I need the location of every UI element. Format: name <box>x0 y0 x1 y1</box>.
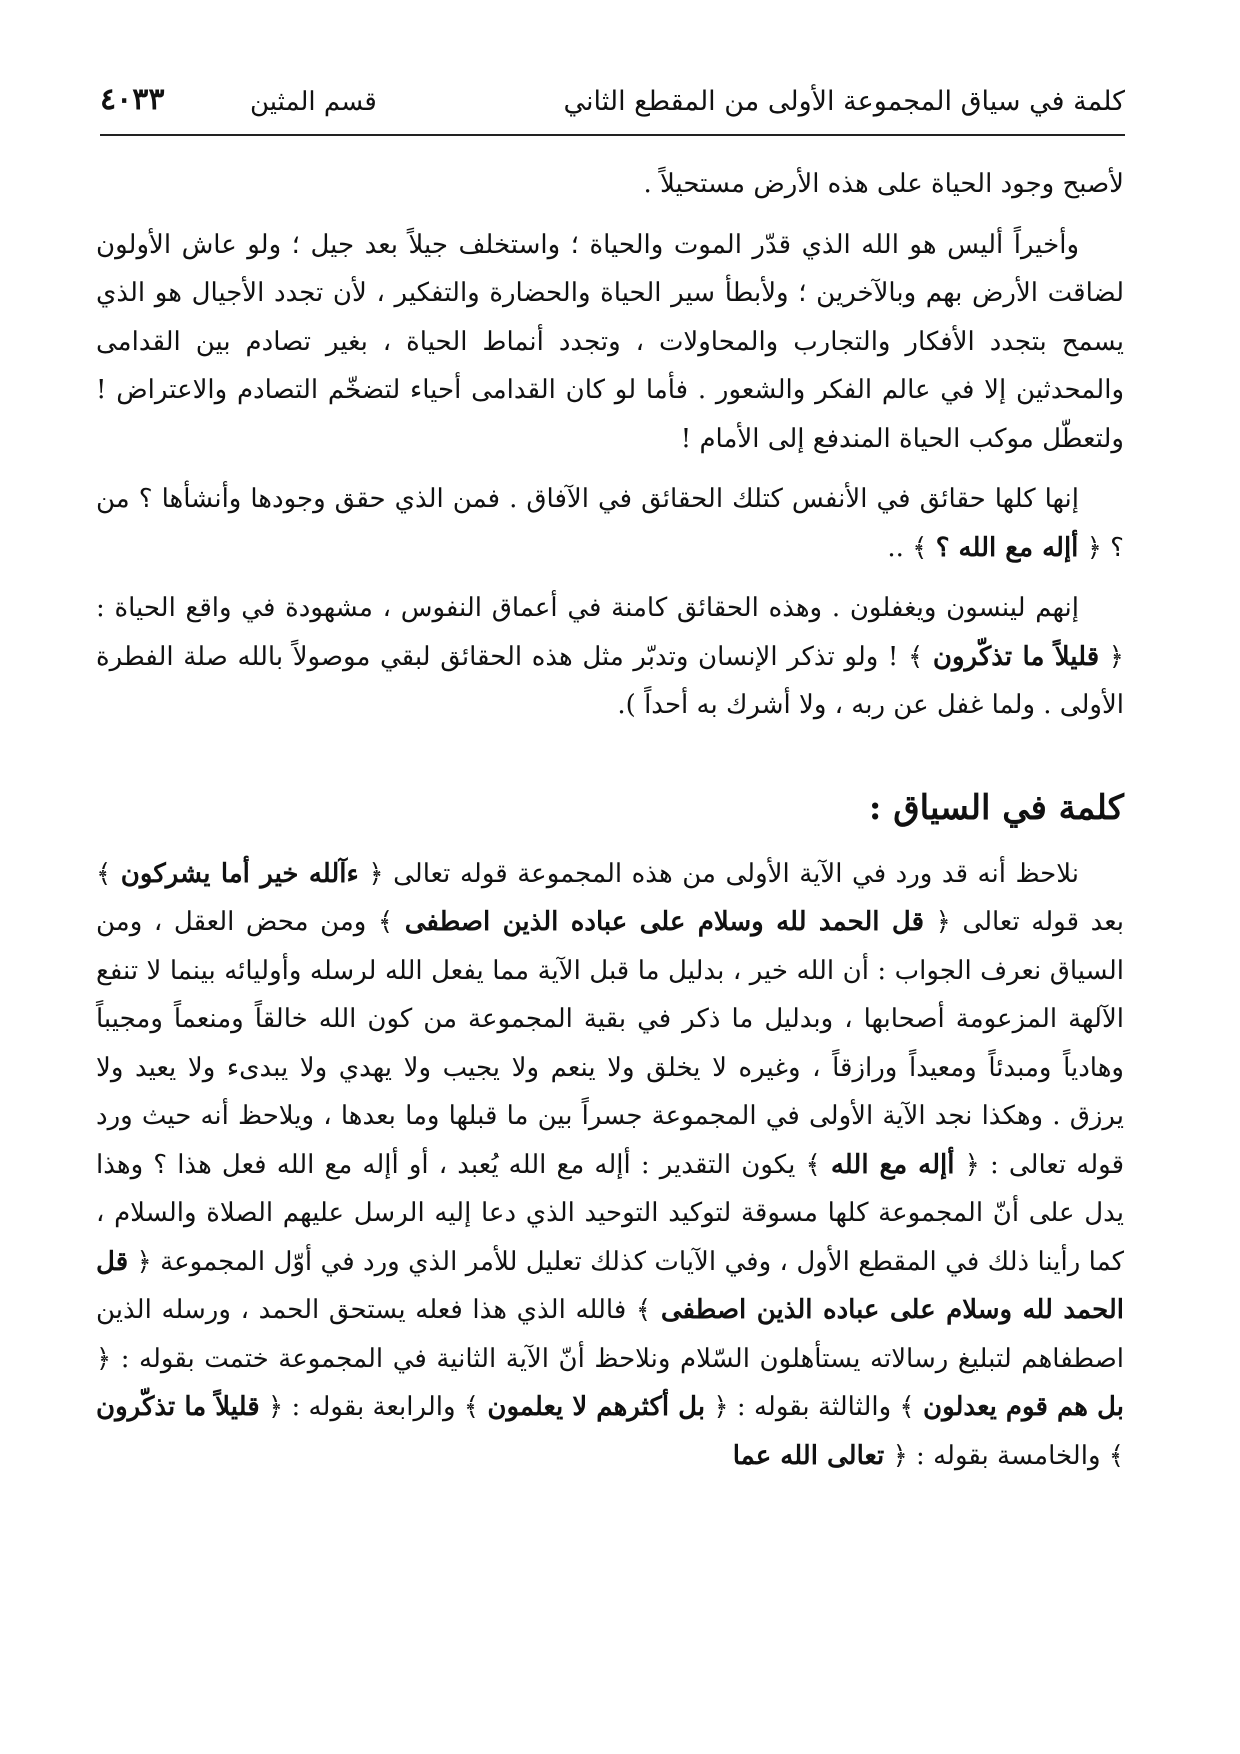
paragraph-4-text-a: إنهم لينسون ويغفلون . وهذه الحقائق كامنة في أعماق النفوس ، مشهودة في واقع الحياة : ﴿ <box>96 593 1125 672</box>
quran-quote: قليلاً ما تذكّرون <box>932 641 1100 672</box>
quran-quote: قليلاً ما تذكّرون <box>96 1392 260 1422</box>
quran-quote: ءآلله خير أما يشركون <box>120 858 359 889</box>
context-text: ﴾ والرابعة بقوله : ﴿ <box>267 1392 480 1422</box>
paragraph-4-text-b: ﴾ ! ولو تذكر الإنسان وتدبّر مثل هذه الحقائق لبقي موصولاً بالله صلة الفطرة الأولى . ولما غفل عن ربه ، ولا أشرك به أحداً ). <box>96 641 1124 720</box>
page-body <box>96 160 1124 1492</box>
context-text: ﴾ والثالثة بقوله : ﴿ <box>713 1392 915 1422</box>
context-text: نلاحظ أنه قد ورد في الآية الأولى من هذه المجموعة قوله تعالى ﴿ <box>368 858 1080 889</box>
paragraph-4 <box>96 584 1124 730</box>
context-text: ﴾ والخامسة بقوله : ﴿ <box>892 1440 1124 1471</box>
quran-quote: تعالى الله عما <box>732 1440 885 1471</box>
paragraph-1 <box>96 160 1124 209</box>
quran-quote: بل هم قوم يعدلون <box>922 1392 1124 1422</box>
quran-quote: قل الحمد لله وسلام على عباده الذين اصطفى <box>404 907 925 937</box>
paragraph-1-text: لأصبح وجود الحياة على هذه الأرض مستحيلاً . <box>643 169 1124 199</box>
running-title: كلمة في سياق المجموعة الأولى من المقطع الثاني <box>563 86 1125 117</box>
page-header <box>100 78 1125 136</box>
paragraph-3 <box>96 475 1124 572</box>
quran-quote: أإله مع الله <box>830 1149 955 1180</box>
quran-quote: أإله مع الله ؟ <box>935 532 1079 563</box>
context-text: ﴾ بعد قوله تعالى ﴿ <box>96 858 1125 937</box>
section-heading: كلمة في السياق : <box>868 787 1124 828</box>
context-text: ﴾ فالله الذي هذا فعله يستحق الحمد ، ورسله الذين اصطفاهم لتبليغ رسالاته يستأهلون السّلام ونلاحظ أنّ الآية الثانية في المجموعة ختمت بقوله : ﴿ <box>96 1295 1124 1374</box>
context-text: ﴾ ومن محض العقل ، ومن السياق نعرف الجواب : أن الله خير ، بدليل ما قبل الآية مما يفعل الله لرسله وأوليائه بينما لا تنفع الآلهة المزعومة أصحابها ، وبدليل ما ذكر في بقية المجموعة من كون الله خالقاً ومنعماً ومجيباً وهادياً ومبدئاً ومعيداً ورازقاً ، وغيره لا يخلق ولا ينعم ولا يجيب ولا يهدي ولا يبدىء ولا يعيد ولا يرزق . وهكذا نجد الآية الأولى في المجموعة جسراً بين ما قبلها وما بعدها ، ويلاحظ أنه حيث ورد قوله تعالى : ﴿ <box>96 907 1125 1180</box>
quran-quote: بل أكثرهم لا يعلمون <box>487 1392 706 1422</box>
paragraph-2-text: وأخيراً أليس هو الله الذي قدّر الموت والحياة ؛ واستخلف جيلاً بعد جيل ؛ ولو عاش الأولون لضاقت الأرض بهم وبالآخرين ؛ ولأبطأ سير الحياة والحضارة والتفكير ، لأن تجدد الأجيال هو الذي يسمح بتجدد الأفكار والتجارب والمحاولات ، وتجدد أنماط الحياة ، بغير تصادم بين القدامى والمحدثين إلا في عالم الفكر والشعور . فأما لو كان القدامى أحياء لتضخّم التصادم والاعتراض ! ولتعطّل موكب الحياة المندفع إلى الأمام ! <box>96 229 1124 454</box>
paragraph-2 <box>96 221 1124 464</box>
page-number: ٤٠٣٣ <box>100 82 165 117</box>
context-text: ﴾ يكون التقدير : أإله مع الله يُعبد ، أو أإله مع الله فعل هذا ؟ وهذا يدل على أنّ المجموعة كلها مسوقة لتوكيد التوحيد الذي دعا إليه الرسل عليهم الصلاة والسلام ، كما رأينا ذلك في المقطع الأول ، وفي الآيات كذلك تعليل للأمر الذي ورد في أوّل المجموعة ﴿ <box>96 1149 1125 1277</box>
section-name: قسم المثين <box>250 87 377 117</box>
paragraph-3-text-a: إنها كلها حقائق في الأنفس كتلك الحقائق في الآفاق . فمن الذي حقق وجودها وأنشأها ؟ من ؟ ﴿ <box>96 484 1124 563</box>
context-paragraph <box>96 850 1124 1481</box>
paragraph-3-text-b: ﴾ .. <box>887 532 928 563</box>
quran-quote: قل الحمد لله وسلام على عباده الذين اصطفى <box>96 1246 1125 1325</box>
